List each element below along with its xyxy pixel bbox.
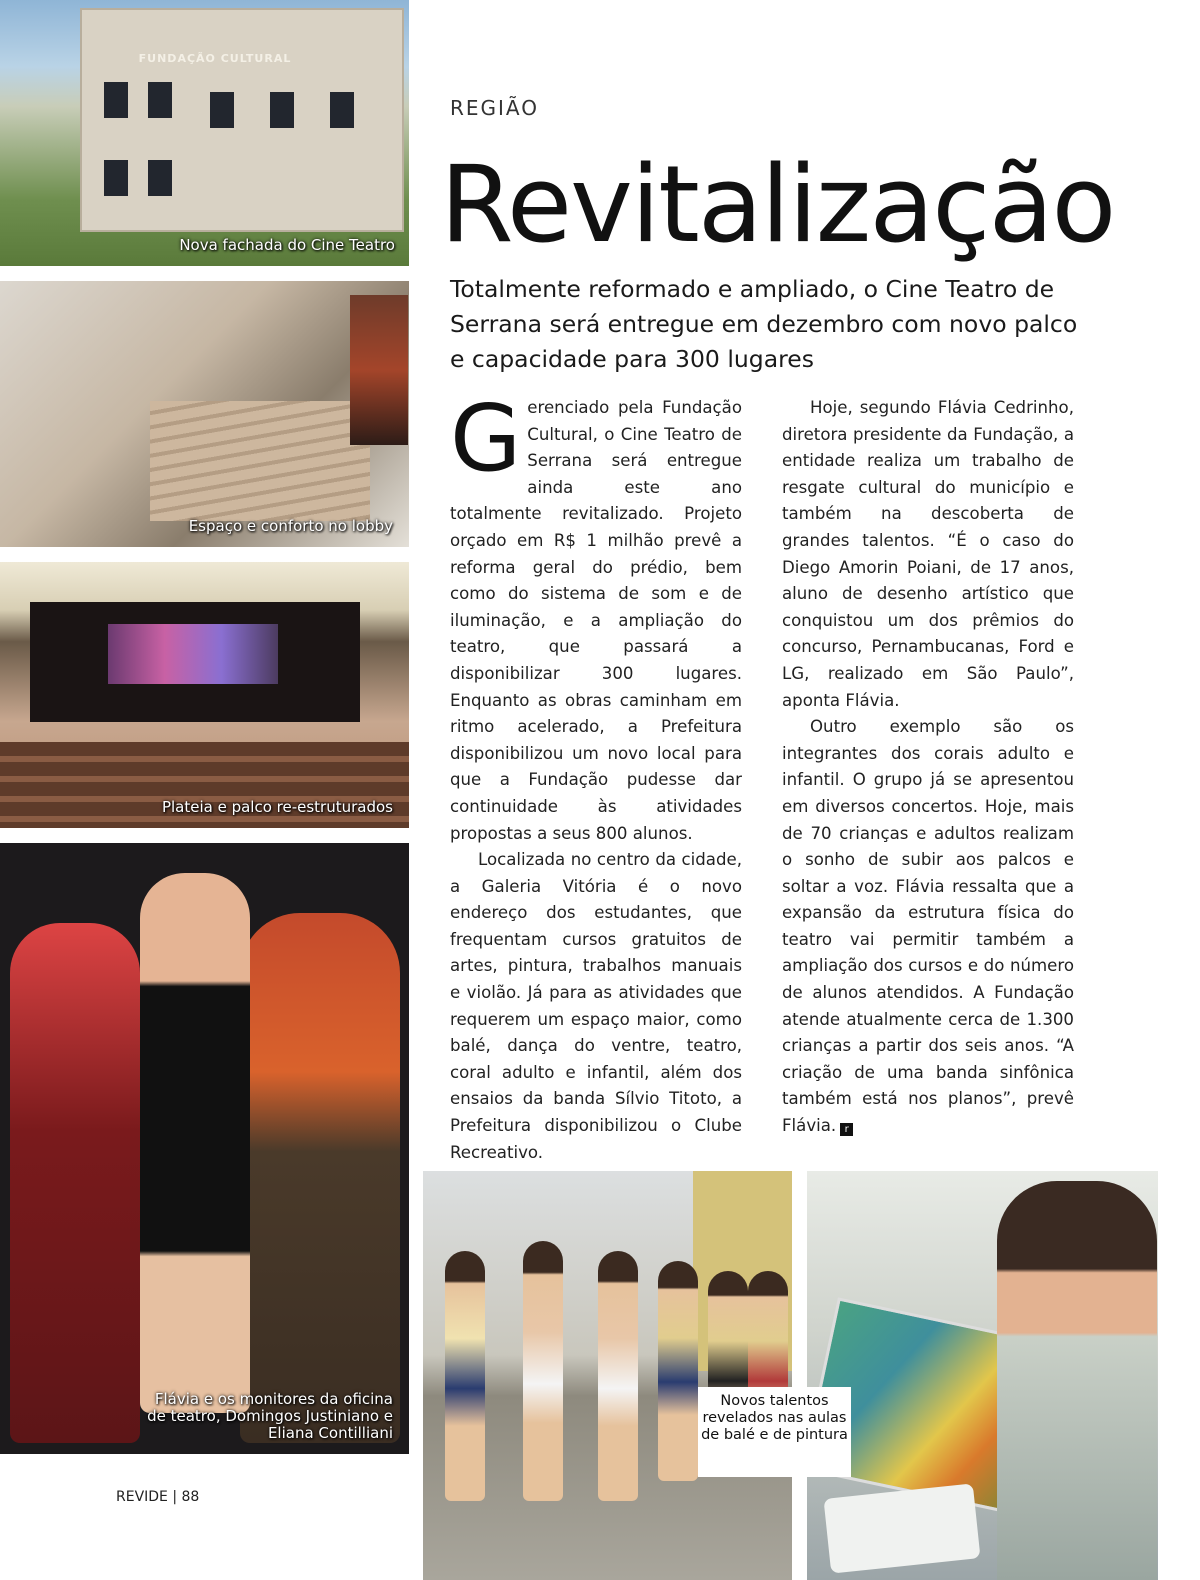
classes-caption: Novos talentos revelados nas aulas de balé e de pintura — [698, 1387, 851, 1477]
paragraph-text: erenciado pela Fundação Cultural, o Cine Teatro de Serrana será entregue ainda este ano totalmente revitalizado. Projeto orçado em R$ 1 milhão prevê a reforma geral do prédio, bem como do sistema de som e de iluminação, e a ampliação do teatro, que passará a disponibilizar 300 lugares. Enquanto as obras caminham em ritmo acelerado, a Prefeitura disponibilizou um novo local para que a Fundação pudesse dar continuidade às atividades propostas a seus 800 alunos. — [450, 398, 742, 843]
page-footer: REVIDE | 88 — [116, 1489, 200, 1505]
building-illustration — [80, 8, 404, 232]
photo-caption: Plateia e palco re-estruturados — [161, 798, 393, 816]
boy-figure — [997, 1181, 1157, 1580]
ballet-photo — [423, 1171, 792, 1580]
section-label: REGIÃO — [450, 96, 540, 120]
building-sign: FUNDAÇÃO CULTURAL — [138, 52, 292, 65]
painting-photo — [807, 1171, 1158, 1580]
article-column-1 — [450, 385, 742, 1166]
dancer-figure — [523, 1241, 563, 1501]
paragraph — [782, 714, 1074, 1140]
paragraph: Localizada no centro da cidade, a Galeria Vitória é o novo endereço dos estudantes, que frequentam cursos gratuitos de artes, pintura, trabalhos manuais e violão. Já para as atividades que requerem um espaço maior, como balé, dança do ventre, teatro, coral adulto e infantil, além dos ensaios da banda Sílvio Titoto, a Prefeitura disponibilizou o Clube Recreativo. — [450, 850, 742, 1162]
window — [330, 92, 354, 128]
window — [148, 82, 172, 118]
end-mark-icon: r — [840, 1123, 853, 1136]
drop-cap: G — [450, 385, 522, 492]
woman-figure — [140, 873, 250, 1413]
costumed-figure — [10, 923, 140, 1443]
headline: Revitalização — [440, 143, 1115, 266]
screen-illustration — [108, 624, 278, 684]
people-photo — [0, 843, 409, 1454]
paragraph: Hoje, segundo Flávia Cedrinho, diretora presidente da Fundação, a entidade realiza um trabalho de resgate cultural do município e também na descoberta de grandes talentos. “É o caso do Diego Amorin Poiani, de 17 anos, aluno de desenho artístico que conquistou um dos prêmios do concurso, Pernambucanas, Ford e LG, realizado em São Paulo”, aponta Flávia. — [782, 398, 1074, 710]
subheadline: Totalmente reformado e ampliado, o Cine Teatro de Serrana será entregue em dezembro com novo palco e capacidade para 300 lugares — [450, 275, 1078, 373]
window — [210, 92, 234, 128]
dancer-figure — [658, 1261, 698, 1481]
photo-caption: Flávia e os monitores da oficina de teatro, Domingos Justiniano e Eliana Contilliani — [147, 1390, 393, 1442]
dancer-figure — [598, 1251, 638, 1501]
poster-illustration — [350, 295, 408, 445]
window — [104, 160, 128, 196]
paint-tray-illustration — [823, 1483, 980, 1573]
dancer-figure — [445, 1251, 485, 1501]
window — [270, 92, 294, 128]
costumed-figure — [240, 913, 400, 1443]
paragraph — [450, 385, 742, 847]
window — [104, 82, 128, 118]
stage-photo — [0, 562, 409, 828]
paragraph-text: Outro exemplo são os integrantes dos corais adulto e infantil. O grupo já se apresentou em diversos concertos. Hoje, mais de 70 crianças e adultos realizam o sonho de subir aos palcos e soltar a voz. Flávia ressalta que a expansão da estrutura física do teatro vai permitir também a ampliação dos cursos e do número de alunos atendidos. A Fundação atende atualmente cerca de 1.300 crianças a partir dos seis anos. “A criação de uma banda sinfônica também está nos planos”, prevê Flávia. — [782, 717, 1074, 1136]
article-column-2 — [782, 395, 1074, 1140]
staircase-illustration — [150, 401, 370, 521]
photo-caption: Nova fachada do Cine Teatro — [179, 236, 395, 254]
window — [148, 160, 172, 196]
photo-caption: Espaço e conforto no lobby — [188, 517, 393, 535]
facade-photo — [0, 0, 409, 266]
lobby-photo — [0, 281, 409, 547]
